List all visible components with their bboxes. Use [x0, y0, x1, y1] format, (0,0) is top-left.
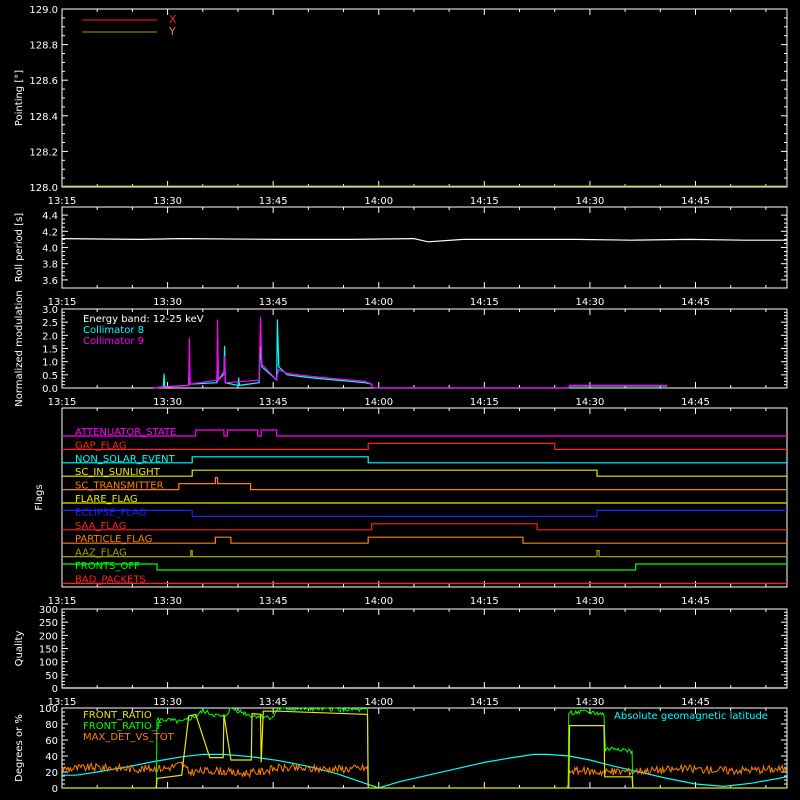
ratios-y-tick-label: 100 — [38, 704, 58, 715]
flag-label: FLARE_FLAG — [75, 494, 138, 505]
ratios-y-tick-label: 40 — [45, 752, 58, 763]
pointing-x-tick-label: 14:30 — [575, 196, 605, 207]
flag-label: AAZ_FLAG — [75, 547, 127, 559]
roll_period-y-tick-label: 4.0 — [42, 243, 58, 255]
ratios-y-tick-label: 80 — [45, 720, 58, 731]
pointing-y-axis-label: Pointing [°] — [14, 69, 25, 127]
flags-x-tick-label: 14:45 — [681, 596, 710, 607]
pointing-y-tick-label: 128.6 — [29, 76, 58, 88]
quality-y-tick-label: 250 — [38, 618, 58, 630]
roll_period-y-tick-label: 4.4 — [42, 211, 58, 223]
flags-x-tick-label: 13:30 — [153, 596, 182, 607]
ratios-legend-label: MAX_DET_VS_TOT — [83, 732, 174, 743]
quality-y-axis-label: Quality — [14, 630, 25, 667]
quality-x-tick-label: 13:15 — [47, 697, 77, 708]
pointing-y-tick-label: 128.8 — [29, 40, 58, 52]
ratios-y-axis-label: Degrees or % — [14, 714, 25, 782]
modulation-x-tick-label: 14:15 — [469, 397, 499, 408]
modulation-y-tick-label: 2.0 — [42, 331, 58, 343]
ratios-latitude-annotation: Absolute geomagnetic latitude — [614, 711, 768, 722]
roll_period-x-tick-label: 14:45 — [681, 297, 710, 308]
flag-label: SC_TRANSMITTER — [75, 480, 164, 492]
flags-x-tick-label: 13:15 — [47, 596, 77, 607]
flag-label: GAP_FLAG — [75, 440, 127, 452]
modulation-x-tick-label: 14:30 — [575, 397, 605, 408]
pointing-y-tick-label: 128.0 — [29, 183, 58, 194]
quality-y-tick-label: 100 — [38, 657, 58, 669]
flag-label: ECLIPSE_FLAG — [75, 507, 147, 519]
quality-x-tick-label: 14:30 — [575, 697, 605, 708]
modulation-legend-label: Collimator 9 — [83, 336, 144, 347]
quality-y-tick-label: 300 — [38, 605, 58, 616]
pointing-legend-label: X — [169, 13, 177, 26]
pointing-legend-label: Y — [169, 25, 176, 38]
quality-x-tick-label: 13:45 — [258, 697, 288, 708]
modulation-y-tick-label: 1.5 — [42, 344, 58, 356]
quality-x-tick-label: 13:30 — [153, 697, 182, 708]
modulation-legend-label: Collimator 8 — [83, 325, 144, 336]
flags-x-tick-label: 14:15 — [469, 596, 499, 607]
pointing-x-tick-label: 13:30 — [153, 196, 182, 207]
ratios-y-tick-label: 60 — [45, 736, 58, 747]
roll_period-y-tick-label: 3.8 — [42, 259, 58, 271]
flag-label: FRONTS_OFF — [75, 561, 140, 572]
flag-label: BAD_PACKETS — [75, 574, 146, 586]
quality-y-tick-label: 0 — [51, 684, 58, 695]
modulation-x-tick-label: 13:15 — [47, 397, 77, 408]
flags-x-tick-label: 14:00 — [364, 596, 394, 607]
roll_period-y-tick-label: 4.2 — [42, 227, 58, 239]
pointing-x-tick-label: 14:45 — [681, 196, 710, 207]
roll_period-x-tick-label: 14:30 — [575, 297, 605, 308]
modulation-y-axis-label: Normalized modulation — [14, 290, 25, 407]
quality-x-tick-label: 14:15 — [469, 697, 499, 708]
modulation-x-tick-label: 14:00 — [364, 397, 394, 408]
modulation-y-tick-label: 1.0 — [42, 357, 58, 369]
modulation-x-tick-label: 13:30 — [153, 397, 182, 408]
modulation-energy-band-annotation: Energy band: 12-25 keV — [83, 314, 204, 325]
quality-y-tick-label: 150 — [38, 644, 58, 656]
pointing-x-tick-label: 14:15 — [469, 196, 499, 207]
pointing-y-tick-label: 128.4 — [29, 111, 58, 123]
roll_period-y-tick-label: 3.6 — [42, 275, 58, 287]
modulation-x-tick-label: 14:45 — [681, 397, 710, 408]
pointing-y-tick-label: 128.2 — [29, 147, 58, 159]
quality-x-tick-label: 14:45 — [681, 697, 710, 708]
flag-label: ATTENUATOR_STATE — [75, 427, 177, 438]
roll_period-x-tick-label: 13:45 — [258, 297, 288, 308]
pointing-x-tick-label: 13:45 — [258, 196, 288, 207]
ratios-y-tick-label: 20 — [45, 768, 58, 779]
roll_period-y-axis-label: Roll period [s] — [14, 212, 25, 283]
ratios-y-tick-label: 0 — [51, 784, 58, 795]
flag-label: NON_SOLAR_EVENT — [75, 453, 175, 465]
modulation-y-tick-label: 2.5 — [42, 318, 58, 330]
flag-label: PARTICLE_FLAG — [75, 534, 153, 546]
modulation-x-tick-label: 13:45 — [258, 397, 288, 408]
roll_period-x-tick-label: 14:15 — [469, 297, 499, 308]
pointing-x-tick-label: 14:00 — [364, 196, 394, 207]
flag-label: SAA_FLAG — [75, 520, 127, 532]
flags-x-tick-label: 13:45 — [258, 596, 288, 607]
modulation-y-tick-label: 3.0 — [42, 305, 58, 316]
ratios-legend-label: FRONT_RATIO_F — [83, 721, 163, 732]
flag-label: SC_IN_SUNLIGHT — [75, 467, 160, 479]
flags-x-tick-label: 14:30 — [575, 596, 605, 607]
roll_period-x-tick-label: 14:00 — [364, 297, 394, 308]
flags-y-axis-label: Flags — [34, 484, 45, 511]
quality-y-tick-label: 200 — [38, 631, 58, 643]
ratios-legend-label: FRONT_RATIO — [83, 710, 152, 721]
pointing-y-tick-label: 129.0 — [29, 5, 58, 16]
quality-y-tick-label: 50 — [45, 670, 58, 682]
quality-x-tick-label: 14:00 — [364, 697, 394, 708]
modulation-y-tick-label: 0.0 — [42, 384, 58, 395]
roll_period-x-tick-label: 13:15 — [47, 297, 77, 308]
modulation-y-tick-label: 0.5 — [42, 370, 58, 382]
roll_period-x-tick-label: 13:30 — [153, 297, 182, 308]
pointing-x-tick-label: 13:15 — [47, 196, 77, 207]
